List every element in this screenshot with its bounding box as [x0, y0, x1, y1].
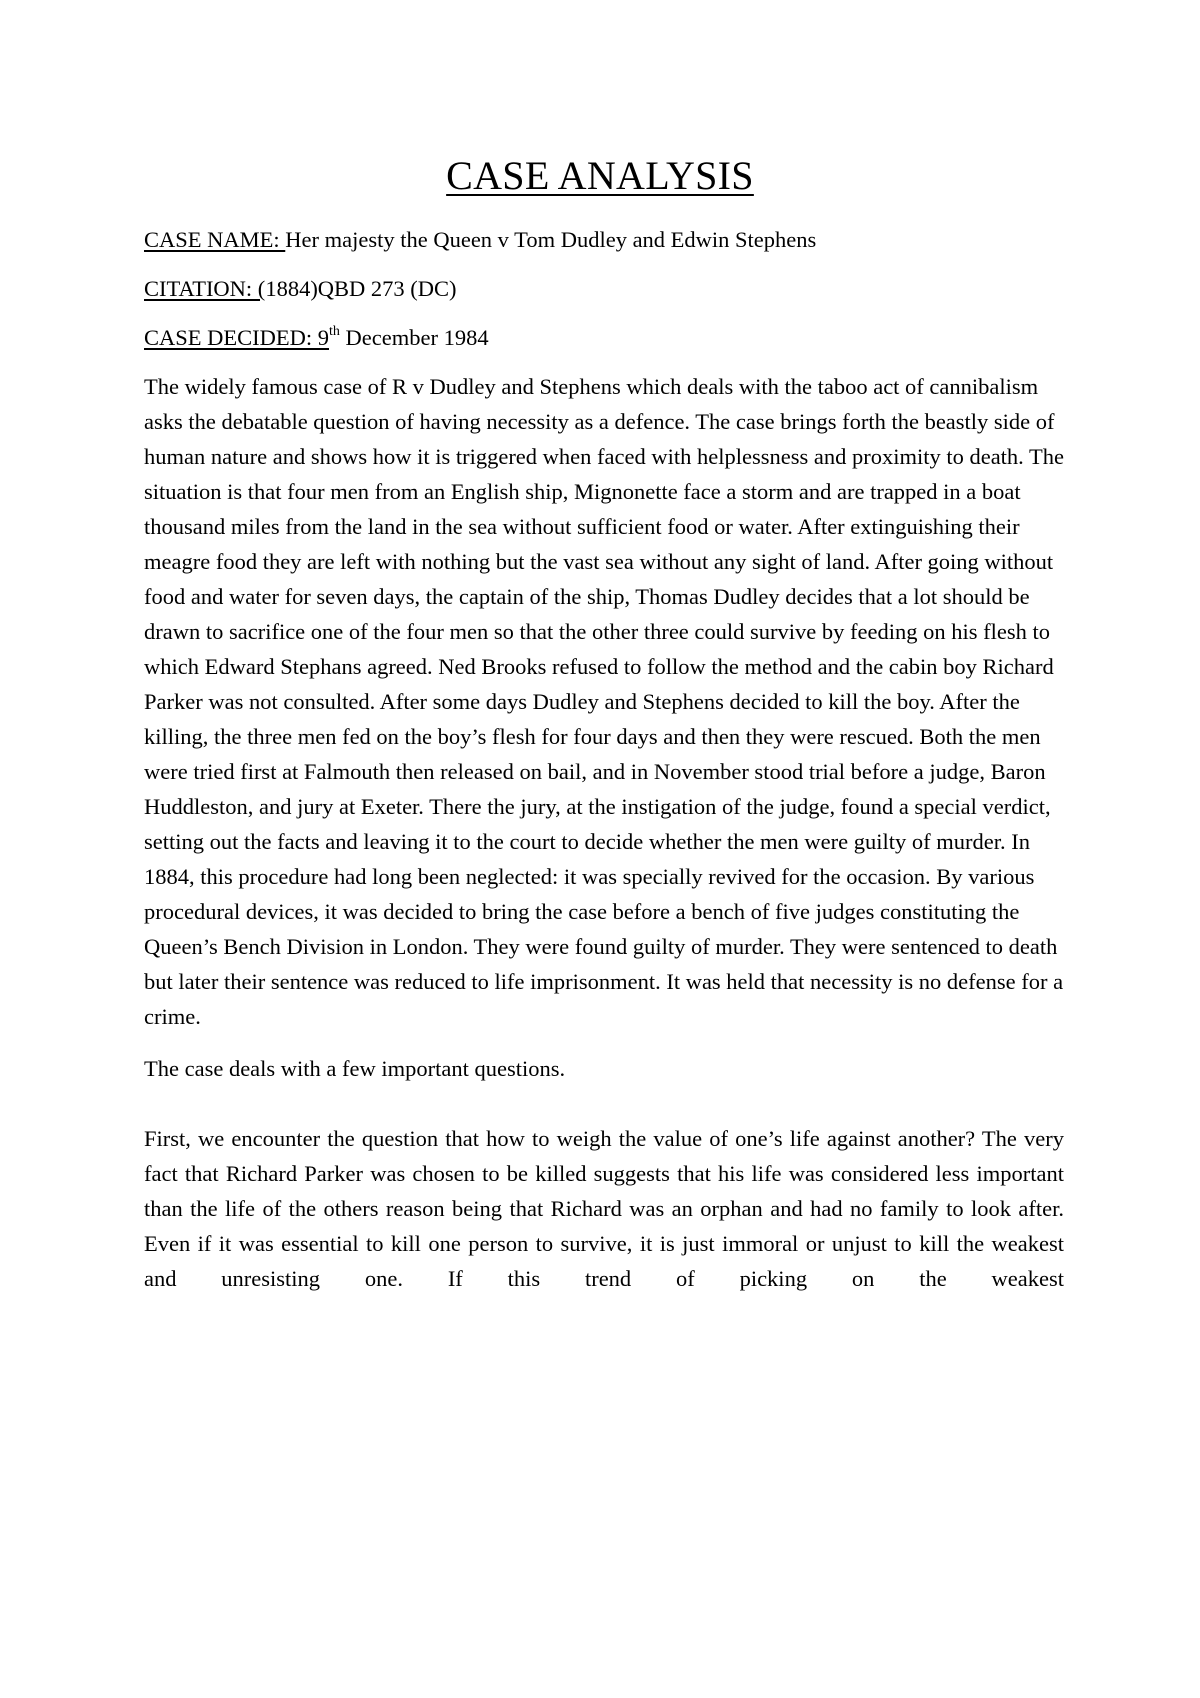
case-name-label: CASE NAME:	[144, 227, 286, 252]
case-decided-superscript: th	[329, 323, 340, 339]
citation-value: 1884)QBD 273 (DC)	[265, 276, 457, 301]
facts-paragraph: The widely famous case of R v Dudley and Stephens which deals with the taboo act of cannibalism asks the debatable question of having necessity as a defence. The case brings forth the beastly side of human nature and shows how it is triggered when faced with helplessness and proximity to death. The situation is that four men from an English ship, Mignonette face a storm and are trapped in a boat thousand miles from the land in the sea without sufficient food or water. After extinguishing their meagre food they are left with nothing but the vast sea without any sight of land. After going without food and water for seven days, the captain of the ship, Thomas Dudley decides that a lot should be drawn to sacrifice one of the four men so that the other three could survive by feeding on his flesh to which Edward Stephans agreed. Ned Brooks refused to follow the method and the cabin boy Richard Parker was not consulted. After some days Dudley and Stephens decided to kill the boy. After the killing, the three men fed on the boy’s flesh for four days and then they were rescued. Both the men were tried first at Falmouth then released on bail, and in November stood trial before a judge, Baron Huddleston, and jury at Exeter. There the jury, at the instigation of the judge, found a special verdict, setting out the facts and leaving it to the court to decide whether the men were guilty of murder. In 1884, this procedure had long been neglected: it was specially revived for the occasion. By various procedural devices, it was decided to bring the case before a bench of five judges constituting the Queen’s Bench Division in London. They were found guilty of murder. They were sentenced to death but later their sentence was reduced to life imprisonment. It was held that necessity is no defense for a crime.	[144, 374, 1065, 1029]
case-decided-label: CASE DECIDED: 9	[144, 325, 329, 350]
document-title: CASE ANALYSIS	[446, 153, 754, 198]
case-name-value: Her majesty the Queen v Tom Dudley and Edwin Stephens	[285, 227, 817, 252]
case-decided-value: December 1984	[339, 325, 489, 350]
citation-label: CITATION: (	[144, 276, 266, 301]
first-question-paragraph: First, we encounter the question that how to weigh the value of one’s life against another? The very fact that Richard Parker was chosen to be killed suggests that his life was considered less important than the life of the others reason being that Richard was an orphan and had no family to look after. Even if it was essential to kill one person to survive, it is just immoral or unjust to kill the weakest and unresisting one. If this trend of picking on the weakest	[144, 1126, 1064, 1291]
case-name-line	[144, 222, 1064, 257]
citation-line	[144, 271, 1064, 306]
questions-intro-paragraph: The case deals with a few important questions.	[144, 1056, 566, 1081]
document-body	[144, 222, 1064, 1313]
case-decided-line	[144, 320, 1064, 355]
